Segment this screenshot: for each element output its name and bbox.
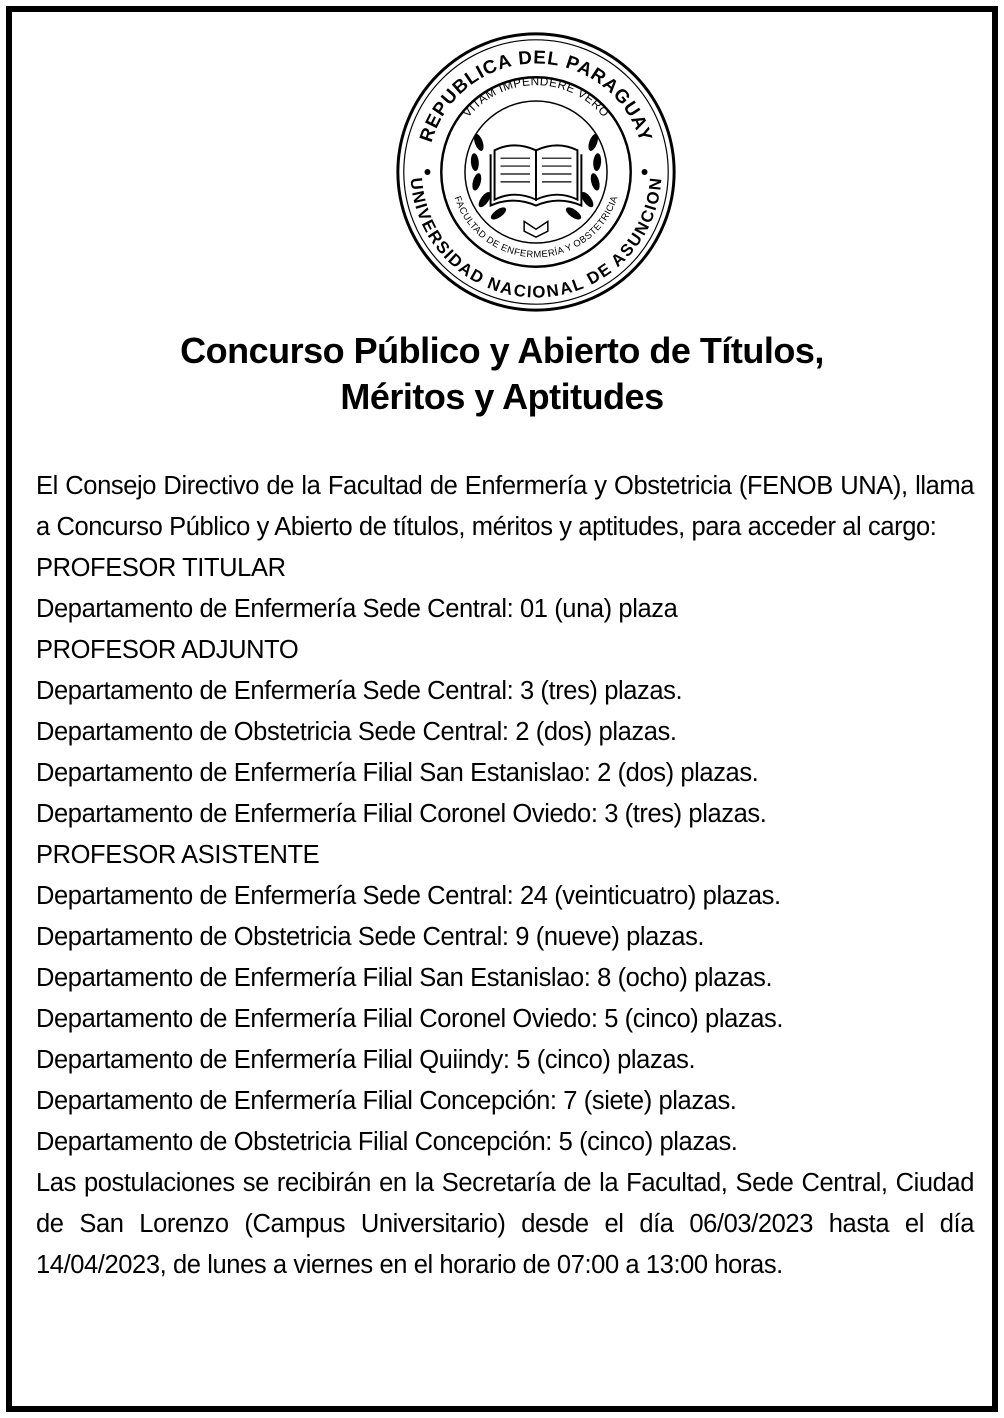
- section-heading: PROFESOR ASISTENTE: [36, 841, 320, 869]
- list-item: Departamento de Obstetricia Filial Concepción: 5 (cinco) plazas.: [36, 1128, 738, 1156]
- list-item: Departamento de Enfermería Filial San Estanislao: 2 (dos) plazas.: [36, 759, 759, 787]
- book-icon: [491, 145, 582, 205]
- svg-text:VITAM IMPENDERE VERO: VITAM IMPENDERE VERO: [459, 74, 613, 120]
- page-title: [12, 328, 992, 420]
- svg-text:UNIVERSIDAD NACIONAL DE ASUNCI: UNIVERSIDAD NACIONAL DE ASUNCION: [406, 176, 666, 302]
- svg-text:REPUBLICA DEL PARAGUAY: REPUBLICA DEL PARAGUAY: [415, 46, 657, 145]
- closing-paragraph: Las postulaciones se recibirán en la Secretaría de la Facultad, Sede Central, Ciudad de San Lorenzo (Campus Universitario) desde el día 06/03/2023 hasta el día 14/04/2023, de lunes a viernes en el horario de 07:00 a 13:00 horas.: [36, 1169, 974, 1279]
- list-item: Departamento de Enfermería Sede Central: 24 (veinticuatro) plazas.: [36, 882, 781, 910]
- section-heading: PROFESOR TITULAR: [36, 554, 286, 582]
- list-item: Departamento de Enfermería Filial San Estanislao: 8 (ocho) plazas.: [36, 964, 773, 992]
- list-item: Departamento de Obstetricia Sede Central: 2 (dos) plazas.: [36, 718, 677, 746]
- list-item: Departamento de Enfermería Sede Central: 3 (tres) plazas.: [36, 677, 683, 705]
- list-item: Departamento de Enfermería Filial Quiindy: 5 (cinco) plazas.: [36, 1046, 696, 1074]
- university-seal: [388, 24, 684, 320]
- list-item: Departamento de Obstetricia Sede Central: 9 (nueve) plazas.: [36, 923, 705, 951]
- section-heading: PROFESOR ADJUNTO: [36, 636, 299, 664]
- notice-body: [36, 466, 974, 1286]
- list-item: Departamento de Enfermería Filial Concepción: 7 (siete) plazas.: [36, 1087, 737, 1115]
- intro-paragraph: El Consejo Directivo de la Facultad de Enfermería y Obstetricia (FENOB UNA), llama a Concurso Público y Abierto de títulos, méritos y aptitudes, para acceder al cargo:: [36, 472, 974, 541]
- list-item: Departamento de Enfermería Filial Coronel Oviedo: 3 (tres) plazas.: [36, 800, 767, 828]
- title-line-1: Concurso Público y Abierto de Títulos,: [180, 330, 824, 371]
- notice-frame: [6, 6, 998, 1412]
- list-item: Departamento de Enfermería Sede Central: 01 (una) plaza: [36, 595, 678, 623]
- svg-text:FACULTAD DE ENFERMERÍA Y OBSTE: FACULTAD DE ENFERMERÍA Y OBSTETRICIA: [452, 194, 620, 260]
- title-line-2: Méritos y Aptitudes: [340, 376, 664, 417]
- list-item: Departamento de Enfermería Filial Coronel Oviedo: 5 (cinco) plazas.: [36, 1005, 784, 1033]
